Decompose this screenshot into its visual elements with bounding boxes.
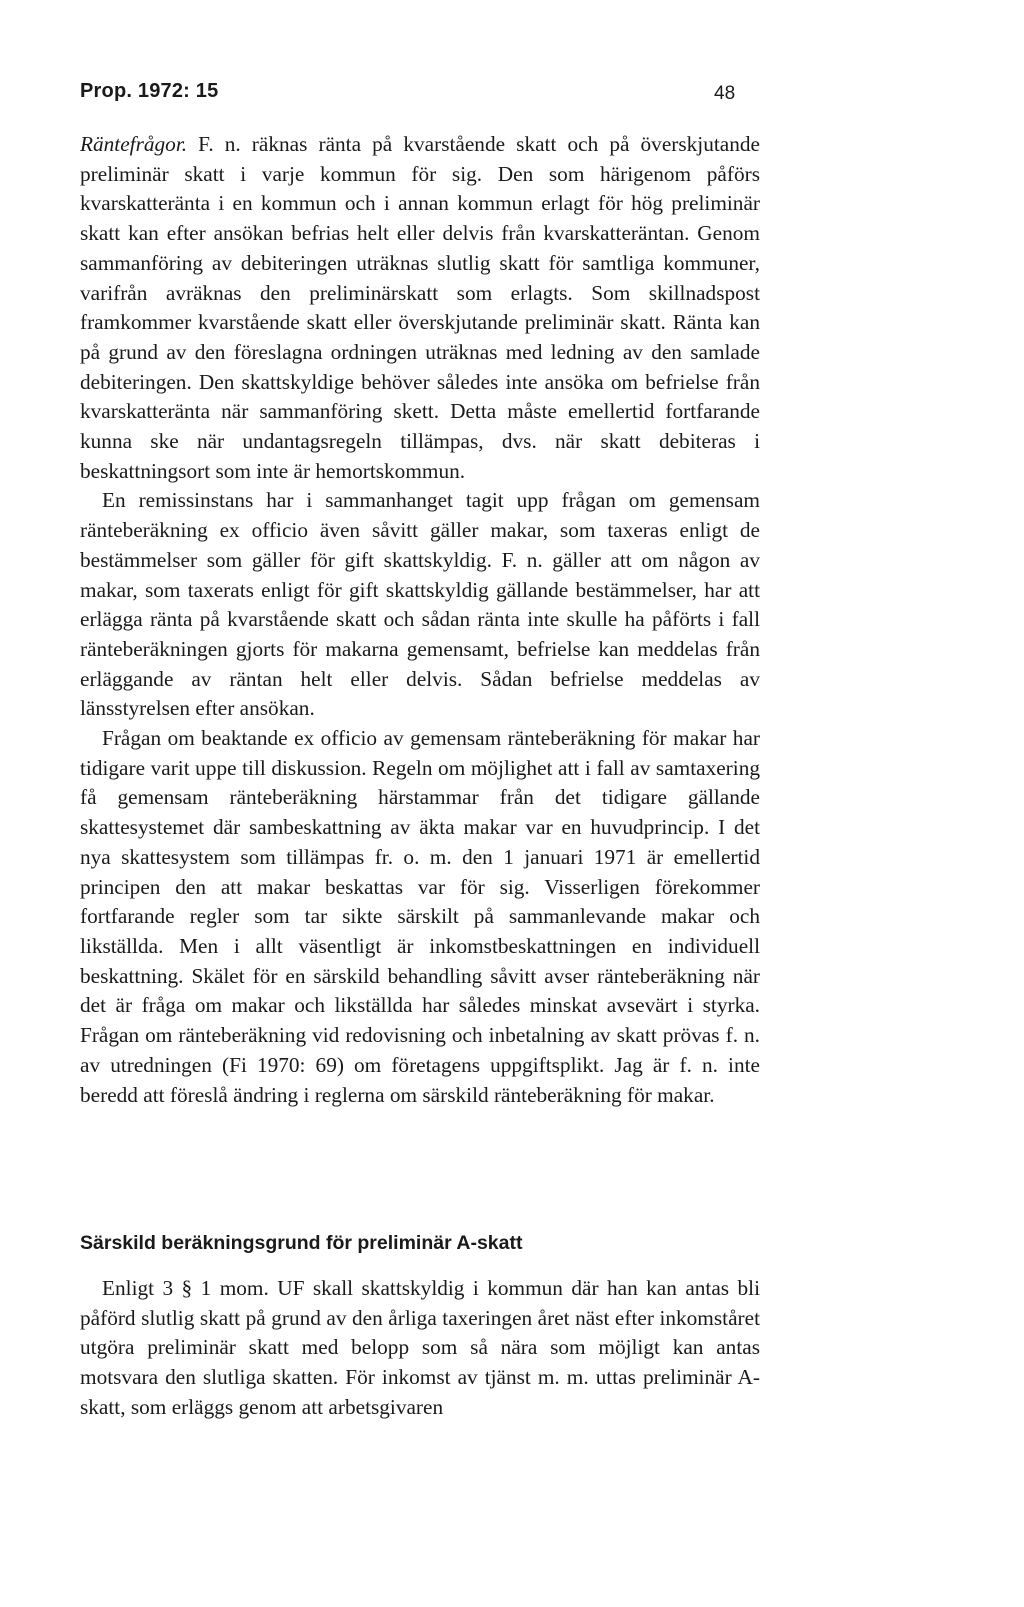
document-body <box>80 130 760 1110</box>
paragraph-lead-italic: Räntefrågor. <box>80 132 188 156</box>
paragraph-remiss: En remissinstans har i sammanhanget tagit upp frågan om gemensam ränteberäkning ex officio även såvitt gäller makar, som taxeras enligt de bestämmelser som gäller för gift skattskyldig. F. n. gäller att om någon av makar, som taxerats enligt för gift skattskyldig gällande bestämmelser, har att erlägga ränta på kvarstående skatt och sådan ränta inte skulle ha påförts i fall ränteberäkningen gjorts för makarna gemensamt, befrielse kan meddelas från erläggande av räntan helt eller delvis. Sådan befrielse meddelas av länsstyrelsen efter ansökan. <box>80 488 760 721</box>
section-heading: Särskild beräkningsgrund för preliminär A-skatt <box>80 1232 523 1254</box>
page-header <box>80 68 760 108</box>
paragraph-interest-questions <box>80 130 760 486</box>
section-paragraph: Enligt 3 § 1 mom. UF skall skattskyldig i kommun där han kan antas bli påförd slutlig skatt på grund av den årliga taxeringen året näst efter inkomståret utgöra preliminär skatt med belopp som så nära som möjligt kan antas motsvara den slutliga skatten. För inkomst av tjänst m. m. uttas preliminär A-skatt, som erläggs genom att arbetsgivaren <box>80 1276 760 1419</box>
paragraph-text: F. n. räknas ränta på kvarstående skatt och på överskjutande preliminär skatt i varje kommun för sig. Den som härigenom påförs kvarskatteränta i en kommun och i annan kommun erlagt för hög preliminär skatt kan efter ansökan befrias helt eller delvis från kvarskatteräntan. Genom sammanföring av debiteringen uträknas slutlig skatt för samtliga kommuner, varifrån avräknas den preliminärskatt som erlagts. Som skillnadspost framkommer kvarstående skatt eller överskjutande preliminär skatt. Ränta kan på grund av den föreslagna ordningen uträknas med ledning av den samlade debiteringen. Den skattskyldige behöver således inte ansöka om befrielse från kvarskatteränta när sammanföring skett. Detta måste emellertid fortfarande kunna ske när undantagsregeln tillämpas, dvs. när skatt debiteras i beskattningsort som inte är hemortskommun. <box>80 132 760 483</box>
section-preliminary-a-tax <box>80 1230 760 1423</box>
paragraph-spouses-interest: Frågan om beaktande ex officio av gemensam ränteberäkning för makar har tidigare varit uppe till diskussion. Regeln om möjlighet att i fall av samtaxering få gemensam ränteberäkning härstammar från det tidigare gällande skattesystemet där sambeskattning av äkta makar var en huvudprincip. I det nya skattesystem som tillämpas fr. o. m. den 1 januari 1971 är emellertid principen den att makar beskattas var för sig. Visserligen förekommer fortfarande regler som tar sikte särskilt på sammanlevande makar och likställda. Men i allt väsentligt är inkomstbeskattningen en individuell beskattning. Skälet för en särskild behandling såvitt avser ränteberäkning när det är fråga om makar och likställda har således minskat avsevärt i styrka. Frågan om ränteberäkning vid redovisning och inbetalning av skatt prövas f. n. av utredningen (Fi 1970: 69) om företagens uppgiftsplikt. Jag är f. n. inte beredd att föreslå ändring i reglerna om särskild ränteberäkning för makar. <box>80 726 760 1107</box>
running-head: Prop. 1972: 15 <box>80 80 219 102</box>
page-number: 48 <box>714 83 736 104</box>
